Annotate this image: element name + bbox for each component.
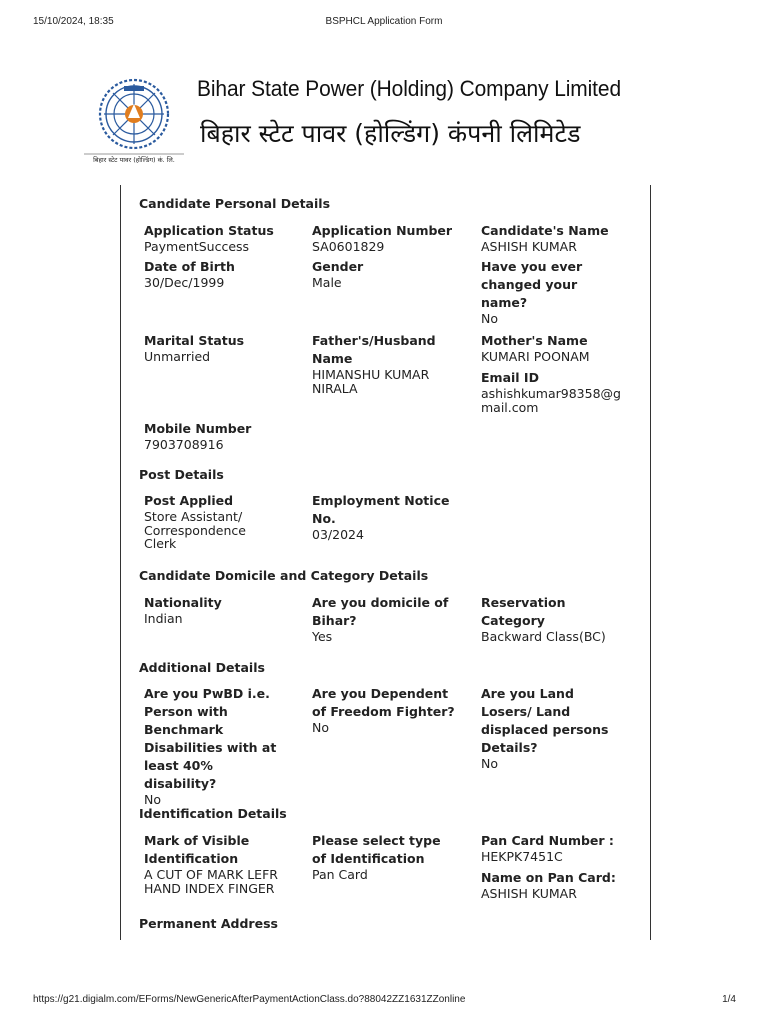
- field-value: Pan Card: [312, 867, 368, 882]
- logo-caption: बिहार स्टेट पावर (होल्डिंग) कं. लि.: [93, 156, 175, 164]
- section-title-domicile: Candidate Domicile and Category Details: [139, 568, 429, 583]
- field-value: Male: [312, 275, 342, 290]
- field-label: Gender: [312, 259, 364, 274]
- field-mother-name: [481, 332, 639, 364]
- field-name-changed: [481, 258, 601, 326]
- field-label: Marital Status: [144, 333, 245, 348]
- field-value: ASHISH KUMAR: [481, 886, 577, 901]
- field-email: [481, 369, 621, 414]
- field-marital-status: [144, 332, 302, 364]
- field-label: Are you Land Losers/ Land displaced persons Details?: [481, 686, 609, 755]
- field-label: Are you PwBD i.e. Person with Benchmark Disabilities with at least 40% disability?: [144, 686, 277, 791]
- field-label: Date of Birth: [144, 259, 235, 274]
- field-mobile: [144, 420, 302, 452]
- field-label: Employment Notice No.: [312, 493, 450, 526]
- field-label: Application Status: [144, 223, 274, 238]
- field-value: No: [144, 792, 161, 807]
- page-number: 1/4: [722, 994, 736, 1005]
- field-value: No: [481, 756, 498, 771]
- field-value: No: [481, 311, 498, 326]
- print-url[interactable]: https://g21.digialm.com/EForms/NewGenericAfterPaymentActionClass.do?88042ZZ1631ZZonline: [33, 994, 466, 1005]
- field-father-name: [312, 332, 452, 395]
- print-title: BSPHCL Application Form: [325, 16, 443, 27]
- field-value: Store Assistant/ Correspondence Clerk: [144, 509, 246, 551]
- company-logo: [80, 74, 188, 166]
- right-border: [650, 185, 651, 940]
- company-name-english: Bihar State Power (Holding) Company Limited: [197, 76, 622, 101]
- field-label: Mobile Number: [144, 421, 252, 436]
- field-visible-mark: [144, 832, 284, 895]
- field-label: Candidate's Name: [481, 223, 609, 238]
- field-label: Application Number: [312, 223, 453, 238]
- left-border: [120, 185, 121, 940]
- field-value: KUMARI POONAM: [481, 349, 590, 364]
- field-value: 30/Dec/1999: [144, 275, 225, 290]
- field-value: A CUT OF MARK LEFR HAND INDEX FINGER: [144, 867, 278, 896]
- field-value: SA0601829: [312, 239, 385, 254]
- field-label: Please select type of Identification: [312, 833, 441, 866]
- field-label: Reservation Category: [481, 595, 566, 628]
- section-title-identification: Identification Details: [139, 806, 287, 821]
- company-name-hindi: बिहार स्टेट पावर (होल्डिंग) कंपनी लिमिटेड: [200, 119, 581, 148]
- field-value: Backward Class(BC): [481, 629, 606, 644]
- field-pwbd: [144, 685, 289, 807]
- field-candidate-name: [481, 222, 639, 254]
- field-freedom-fighter: [312, 685, 457, 735]
- field-value: 7903708916: [144, 437, 224, 452]
- field-pan-name: [481, 869, 639, 901]
- section-title-personal: Candidate Personal Details: [139, 196, 331, 211]
- field-post-applied: [144, 492, 269, 551]
- field-label: Father's/Husband Name: [312, 333, 436, 366]
- field-value: Unmarried: [144, 349, 211, 364]
- field-notice-no: [312, 492, 462, 542]
- field-label: Email ID: [481, 370, 539, 385]
- field-application-status: [144, 222, 302, 254]
- print-header: [0, 16, 768, 30]
- field-value: PaymentSuccess: [144, 239, 250, 254]
- field-value: HEKPK7451C: [481, 849, 563, 864]
- field-label: Have you ever changed your name?: [481, 259, 583, 310]
- field-label: Mark of Visible Identification: [144, 833, 250, 866]
- field-label: Name on Pan Card:: [481, 870, 616, 885]
- field-label: Are you domicile of Bihar?: [312, 595, 449, 628]
- field-label: Post Applied: [144, 493, 234, 508]
- field-nationality: [144, 594, 302, 626]
- print-datetime: 15/10/2024, 18:35: [33, 16, 114, 27]
- field-gender: [312, 258, 470, 290]
- field-label: Are you Dependent of Freedom Fighter?: [312, 686, 455, 719]
- field-reservation: [481, 594, 606, 644]
- field-value: No: [312, 720, 329, 735]
- field-value: ASHISH KUMAR: [481, 239, 577, 254]
- field-label: Mother's Name: [481, 333, 588, 348]
- field-land-losers: [481, 685, 616, 771]
- section-title-address: Permanent Address: [139, 916, 278, 931]
- field-domicile-bihar: [312, 594, 457, 644]
- field-value: 03/2024: [312, 527, 364, 542]
- section-title-additional: Additional Details: [139, 660, 265, 675]
- field-value: Indian: [144, 611, 183, 626]
- section-title-post: Post Details: [139, 467, 224, 482]
- field-label: Nationality: [144, 595, 222, 610]
- field-id-type: [312, 832, 457, 882]
- field-value: HIMANSHU KUMAR NIRALA: [312, 367, 430, 396]
- field-application-number: [312, 222, 470, 254]
- field-value: ashishkumar98358@gmail.com: [481, 386, 621, 415]
- field-dob: [144, 258, 302, 290]
- print-footer: [0, 994, 768, 1008]
- field-value: Yes: [312, 629, 333, 644]
- field-label: Pan Card Number :: [481, 833, 614, 848]
- field-pan-number: [481, 832, 639, 864]
